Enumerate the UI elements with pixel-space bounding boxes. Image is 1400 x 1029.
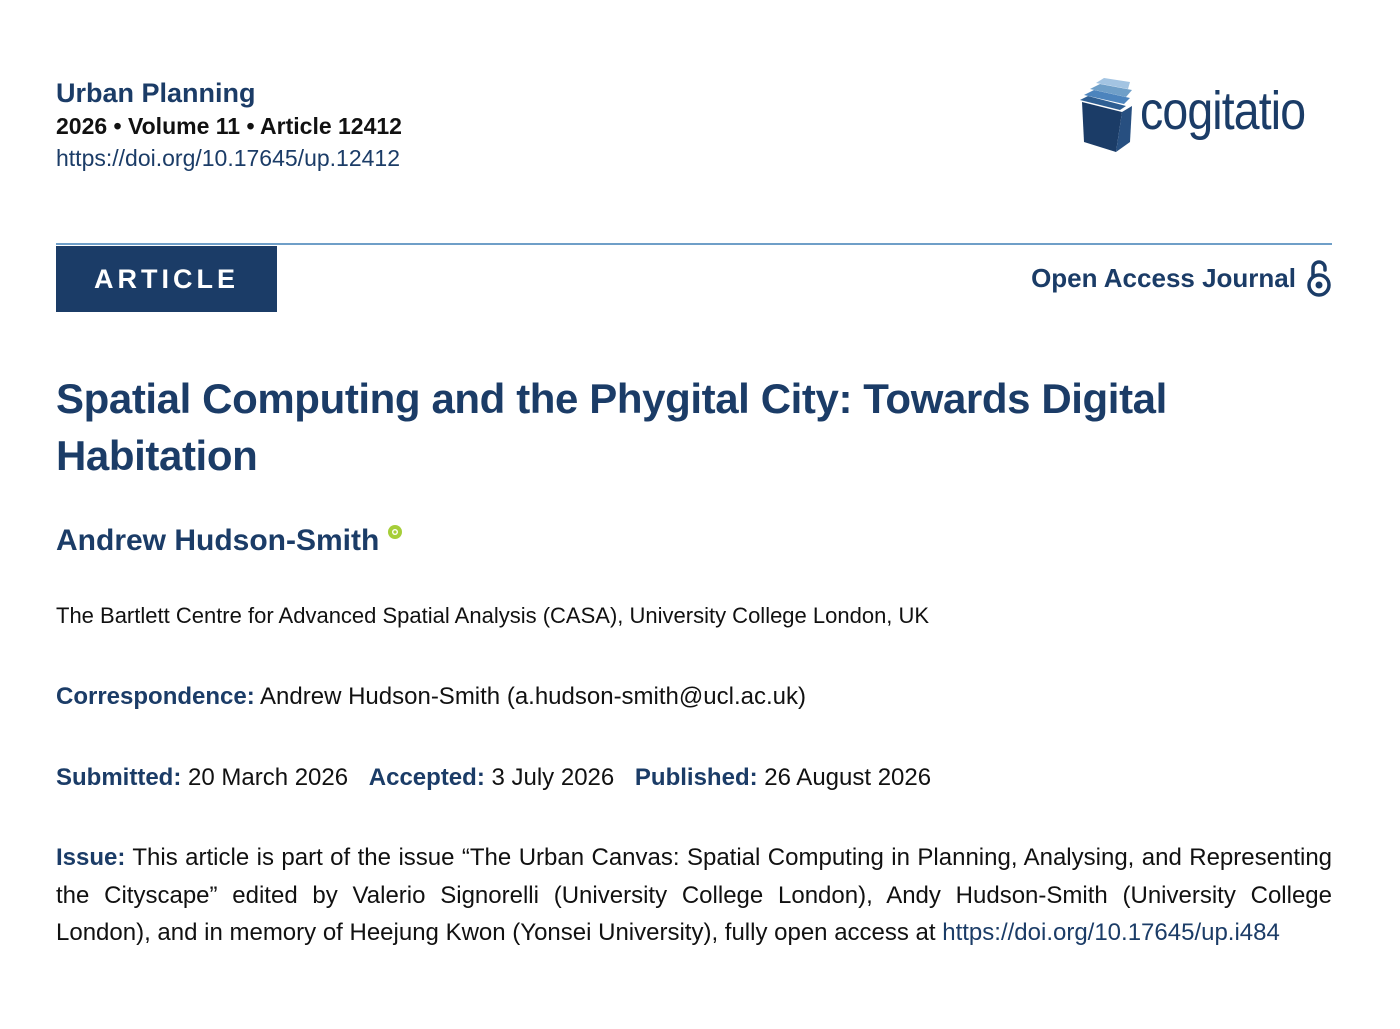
author-row — [56, 520, 403, 562]
issue-doi-link[interactable]: https://doi.org/10.17645/up.i484 — [942, 919, 1280, 946]
article-doi-link[interactable]: https://doi.org/10.17645/up.12412 — [56, 145, 401, 171]
correspondence-value[interactable]: Andrew Hudson-Smith (a.hudson-smith@ucl.ac.uk) — [260, 683, 806, 710]
open-access-badge[interactable] — [1031, 258, 1332, 298]
article-dates — [56, 761, 931, 795]
open-access-lock-icon — [1306, 259, 1332, 297]
logo-wordmark: cogitatio — [1140, 81, 1306, 141]
issue-text: This article is part of the issue “The Urban Canvas: Spatial Computing in Planning, Analysing, and Representing the Cityscape” edited by Valerio Signorelli (University College London), Andy Hudson-Smith (University College London), and in memory of Heejung Kwon (Yonsei University), fully open access at — [56, 844, 1333, 946]
correspondence-label: Correspondence: — [56, 683, 255, 710]
accepted-date: 3 July 2026 — [491, 764, 615, 791]
accepted-label: Accepted: — [368, 764, 485, 791]
submitted-label: Submitted: — [56, 764, 182, 791]
issue-label: Issue: — [56, 844, 126, 871]
open-book-logo-icon — [1076, 76, 1136, 156]
article-type-tag: ARTICLE — [56, 246, 277, 312]
journal-name[interactable]: Urban Planning — [56, 78, 256, 108]
orcid-icon[interactable] — [387, 524, 403, 540]
issue-info: 2026 • Volume 11 • Article 12412 — [56, 113, 402, 139]
header-rule — [56, 243, 1332, 245]
author-name[interactable]: Andrew Hudson-Smith — [56, 524, 380, 557]
correspondence — [56, 680, 806, 714]
submitted-date: 20 March 2026 — [188, 764, 349, 791]
published-date: 26 August 2026 — [764, 764, 932, 791]
journal-header — [56, 76, 402, 174]
published-label: Published: — [634, 764, 758, 791]
cogitatio-logo[interactable] — [1076, 76, 1336, 158]
open-access-label: Open Access Journal — [1031, 262, 1296, 293]
issue-statement — [56, 839, 1332, 952]
article-title: Spatial Computing and the Phygital City: Towards Digital Habitation — [56, 375, 1167, 479]
author-affiliation: The Bartlett Centre for Advanced Spatial Analysis (CASA), University College London, UK — [56, 603, 930, 628]
